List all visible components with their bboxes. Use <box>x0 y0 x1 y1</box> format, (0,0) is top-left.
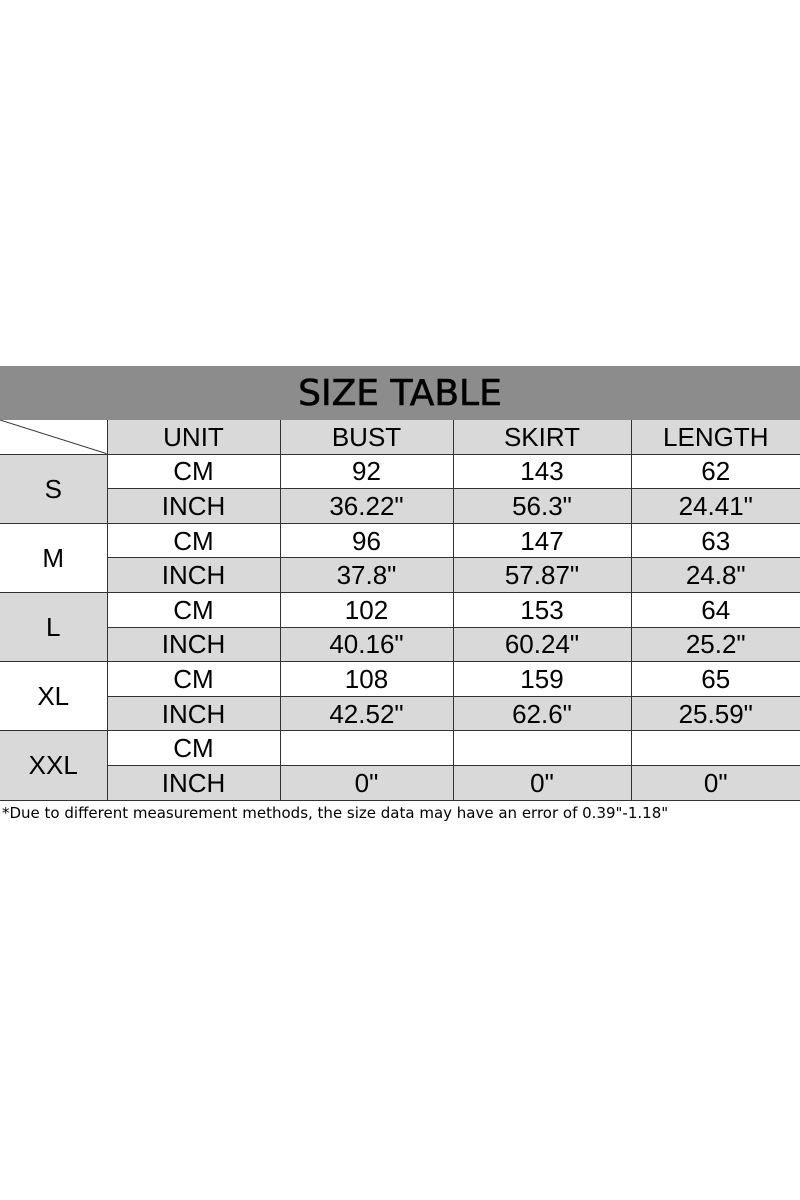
size-label: L <box>0 592 107 661</box>
header-length: LENGTH <box>631 420 800 454</box>
bust-cell: 92 <box>280 454 453 489</box>
bust-cell: 40.16" <box>280 627 453 662</box>
skirt-cell: 57.87" <box>453 558 631 593</box>
skirt-cell: 153 <box>453 592 631 627</box>
length-cell: 64 <box>631 592 800 627</box>
unit-cell: INCH <box>107 627 280 662</box>
unit-cell: INCH <box>107 765 280 800</box>
bust-cell: 102 <box>280 592 453 627</box>
skirt-cell <box>453 731 631 766</box>
skirt-cell: 62.6" <box>453 696 631 731</box>
size-table <box>0 420 800 801</box>
bust-cell: 42.52" <box>280 696 453 731</box>
size-label: XL <box>0 662 107 731</box>
table-row <box>0 489 800 524</box>
unit-cell: CM <box>107 662 280 697</box>
table-row <box>0 731 800 766</box>
size-label: XXL <box>0 731 107 800</box>
table-row <box>0 662 800 697</box>
table-row <box>0 592 800 627</box>
length-cell <box>631 731 800 766</box>
header-unit: UNIT <box>107 420 280 454</box>
bust-cell: 36.22" <box>280 489 453 524</box>
diagonal-line <box>0 420 107 454</box>
unit-cell: INCH <box>107 489 280 524</box>
skirt-cell: 147 <box>453 523 631 558</box>
length-cell: 65 <box>631 662 800 697</box>
header-row <box>0 420 800 454</box>
unit-cell: INCH <box>107 696 280 731</box>
bust-cell: 0" <box>280 765 453 800</box>
header-skirt: SKIRT <box>453 420 631 454</box>
length-cell: 24.41" <box>631 489 800 524</box>
bust-cell: 108 <box>280 662 453 697</box>
length-cell: 0" <box>631 765 800 800</box>
size-label: M <box>0 523 107 592</box>
table-row <box>0 696 800 731</box>
size-table-title: SIZE TABLE <box>0 366 800 420</box>
length-cell: 25.2" <box>631 627 800 662</box>
size-label: S <box>0 454 107 523</box>
skirt-cell: 56.3" <box>453 489 631 524</box>
measurement-footnote: *Due to different measurement methods, the size data may have an error of 0.39"-1.18" <box>2 804 669 822</box>
skirt-cell: 60.24" <box>453 627 631 662</box>
skirt-cell: 0" <box>453 765 631 800</box>
bust-cell: 37.8" <box>280 558 453 593</box>
table-row <box>0 558 800 593</box>
length-cell: 24.8" <box>631 558 800 593</box>
table-row <box>0 765 800 800</box>
skirt-cell: 159 <box>453 662 631 697</box>
bust-cell <box>280 731 453 766</box>
header-bust: BUST <box>280 420 453 454</box>
corner-cell <box>0 420 107 454</box>
unit-cell: CM <box>107 523 280 558</box>
unit-cell: INCH <box>107 558 280 593</box>
unit-cell: CM <box>107 731 280 766</box>
length-cell: 25.59" <box>631 696 800 731</box>
unit-cell: CM <box>107 592 280 627</box>
table-row <box>0 523 800 558</box>
table-row <box>0 627 800 662</box>
unit-cell: CM <box>107 454 280 489</box>
bust-cell: 96 <box>280 523 453 558</box>
length-cell: 62 <box>631 454 800 489</box>
length-cell: 63 <box>631 523 800 558</box>
skirt-cell: 143 <box>453 454 631 489</box>
table-row <box>0 454 800 489</box>
